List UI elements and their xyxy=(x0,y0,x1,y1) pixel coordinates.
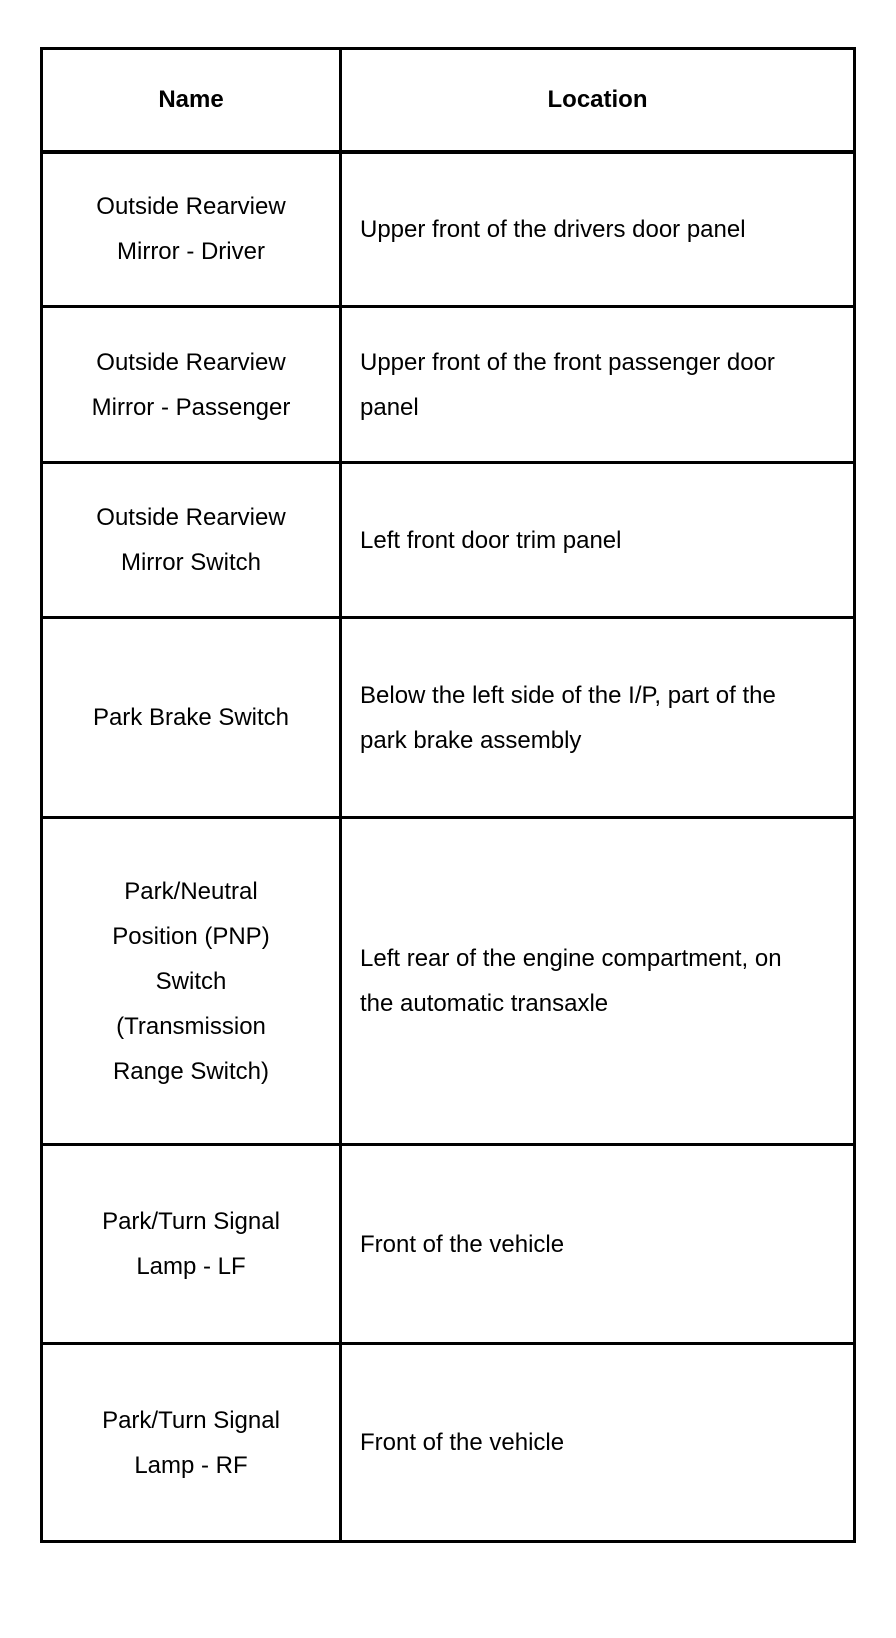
cell-location xyxy=(341,1344,855,1542)
cell-name-text: Outside Rearview Mirror - Driver xyxy=(96,193,286,266)
cell-location-text: Front of the vehicle xyxy=(360,1429,565,1456)
cell-location xyxy=(341,463,855,618)
cell-location xyxy=(341,818,855,1145)
table-row xyxy=(42,463,855,618)
cell-name xyxy=(42,307,341,463)
cell-location-text: Below the left side of the I/P, part of the park brake assembly xyxy=(360,681,776,754)
cell-location-text: Left front door trim panel xyxy=(360,526,622,554)
table-row xyxy=(42,818,855,1145)
cell-location xyxy=(341,152,855,307)
table-row xyxy=(42,1344,855,1542)
cell-name xyxy=(42,152,341,307)
header-location: Location xyxy=(341,49,855,152)
cell-location-text: Front of the vehicle xyxy=(360,1230,565,1258)
table-row xyxy=(42,1145,855,1344)
cell-name-text: Park/Turn Signal Lamp - LF xyxy=(102,1208,280,1280)
cell-name xyxy=(42,618,341,818)
table-header-row xyxy=(42,49,855,152)
cell-location-text: Upper front of the front passenger door panel xyxy=(360,348,775,421)
cell-name xyxy=(42,463,341,618)
cell-location xyxy=(341,307,855,463)
cell-name xyxy=(42,818,341,1145)
cell-name-text: Park/Neutral Position (PNP) Switch (Transmission Range Switch) xyxy=(112,877,270,1085)
cell-name-text: Outside Rearview Mirror Switch xyxy=(96,504,286,576)
table-row xyxy=(42,307,855,463)
cell-location xyxy=(341,618,855,818)
cell-name xyxy=(42,1145,341,1344)
cell-location-text: Left rear of the engine compartment, on the automatic transaxle xyxy=(360,945,782,1017)
table-row xyxy=(42,618,855,818)
cell-name-text: Park/Turn Signal Lamp - RF xyxy=(102,1406,280,1479)
cell-name-text: Outside Rearview Mirror - Passenger xyxy=(91,348,291,421)
table-row xyxy=(42,152,855,307)
cell-name-text: Park Brake Switch xyxy=(92,704,290,731)
cell-location-text: Upper front of the drivers door panel xyxy=(360,215,746,243)
cell-name xyxy=(42,1344,341,1542)
cell-location xyxy=(341,1145,855,1344)
header-name: Name xyxy=(42,49,341,152)
component-location-table xyxy=(40,47,856,1543)
